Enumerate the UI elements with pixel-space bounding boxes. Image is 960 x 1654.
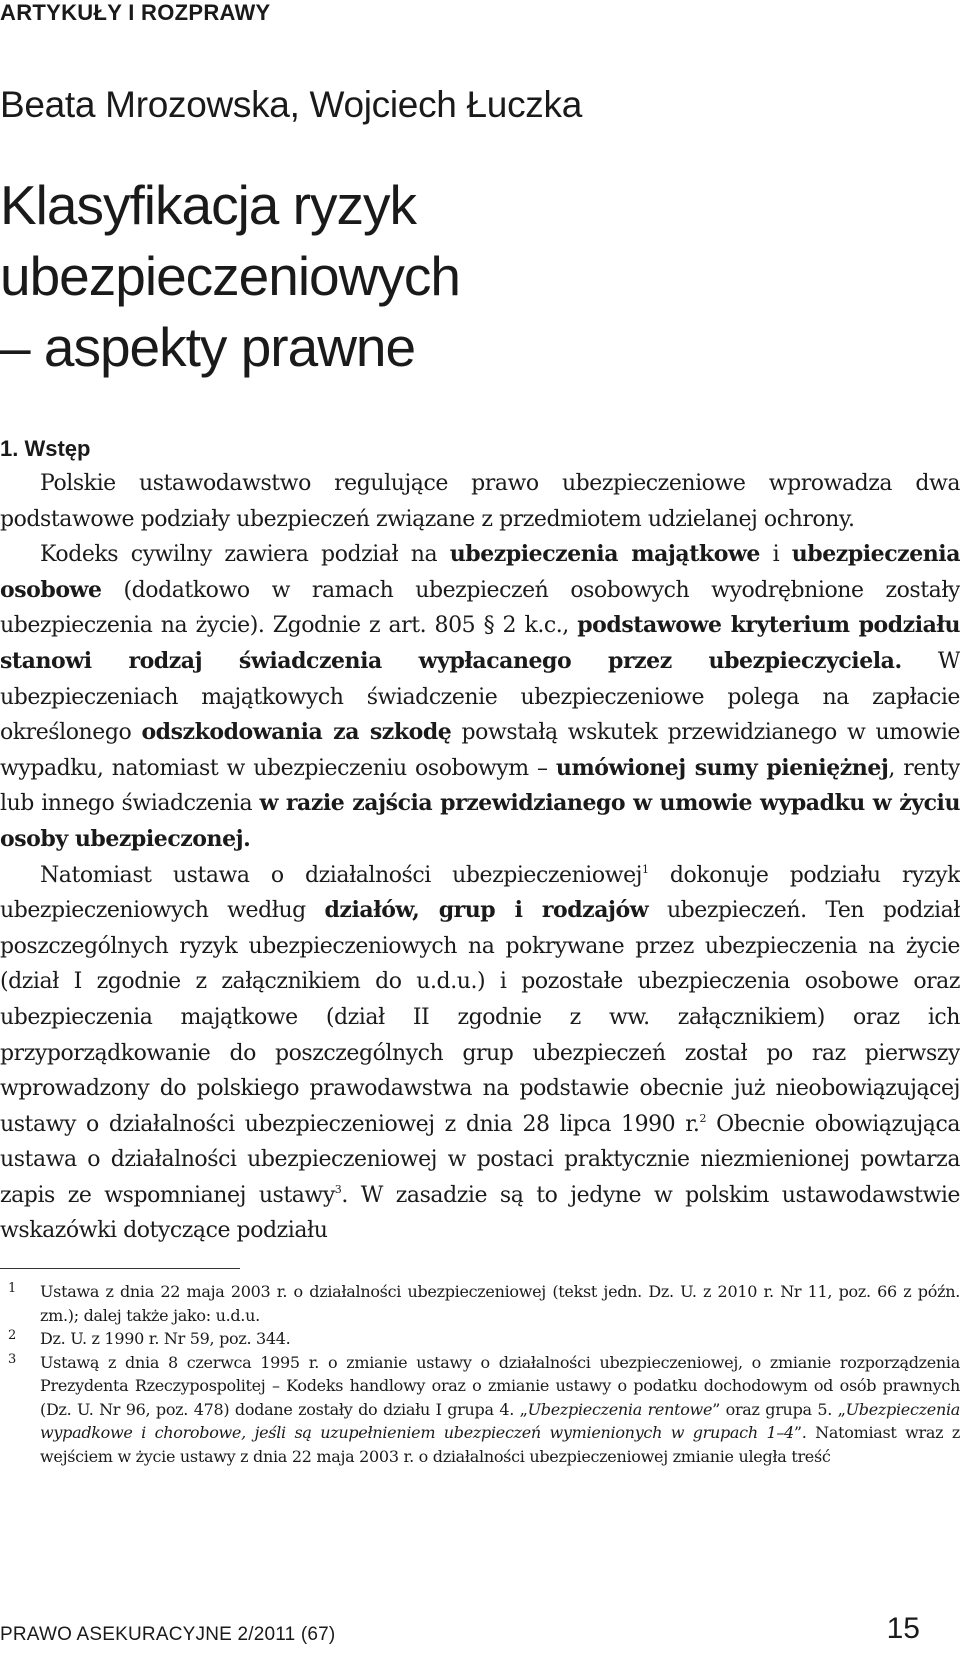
paragraph	[0, 858, 960, 1250]
text-run: dokonuje podziału ryzyk ubezpieczeniowych według	[0, 862, 960, 924]
text-run: ” oraz grupa 5. „	[712, 1399, 846, 1419]
text-run: Obecnie obowiązująca ustawa o działalności ubezpieczeniowej w postaci praktycznie niezmienionej powtarza zapis ze wspomnianej ustawy	[0, 1111, 960, 1208]
section-heading: 1. Wstęp	[0, 436, 91, 461]
footnote	[0, 1351, 960, 1469]
footnote-number: 1	[8, 1281, 16, 1296]
bold-term: umówionej sumy pieniężnej	[555, 754, 889, 781]
footnote-number: 3	[8, 1351, 16, 1367]
italic-term: Ubezpieczenia rentowe	[527, 1399, 713, 1419]
bold-term: w razie zajścia przewidzianego w umowie wypadku w życiu osoby ubezpieczonej.	[0, 790, 960, 852]
footnotes	[0, 1280, 960, 1468]
text-run: Natomiast ustawa o działalności ubezpieczeniowej	[40, 862, 643, 888]
footnote-text: Dz. U. z 1990 r. Nr 59, poz. 344.	[40, 1329, 291, 1348]
footnote-text: Ustawa z dnia 22 maja 2003 r. o działalności ubezpieczeniowej (tekst jedn. Dz. U. z 2010 r. Nr 11, poz. 66 z późn. zm.); dalej także jako: u.d.u.	[40, 1282, 960, 1325]
text-run: . W zasadzie są to jedyne w polskim ustawodawstwie wskazówki dotyczące podziału	[0, 1182, 960, 1244]
bold-term: działów, grup i rodzajów	[324, 897, 649, 924]
footnote-number: 2	[8, 1328, 16, 1343]
journal-footer: PRAWO ASEKURACYJNE 2/2011 (67)	[0, 1624, 336, 1645]
paragraph	[0, 537, 960, 857]
article-body	[0, 466, 960, 1249]
title-line: ubezpieczeniowych	[0, 245, 460, 307]
text-run: (dodatkowo w ramach ubezpieczeń osobowych wyodrębnione zostały ubezpieczenia na życie). Zgodnie z art. 805 § 2 k.c.,	[0, 577, 960, 639]
footnote-text	[40, 1351, 960, 1469]
title-line: Klasyfikacja ryzyk	[0, 174, 416, 236]
bold-term: ubezpieczenia osobowe	[0, 541, 960, 603]
text-run: W ubezpieczeniach majątkowych świadczenie ubezpieczeniowe polega na zapłacie określonego	[0, 648, 960, 746]
text-run: powstałą wskutek przewidzianego w umowie wypadku, natomiast w ubezpieczeniu osobowym –	[0, 720, 960, 781]
page-number: 15	[886, 1612, 920, 1645]
footnote	[0, 1327, 960, 1351]
article-title	[0, 170, 460, 383]
paragraph: Polskie ustawodawstwo regulujące prawo ubezpieczeniowe wprowadza dwa podstawowe podziały ubezpieczeń związane z przedmiotem udzielanej ochrony.	[0, 471, 960, 532]
italic-term: Ubezpieczenia wypadkowe i chorobowe, jeśli są uzupełnieniem ubezpieczeń wymienionych w grupach 1–4	[40, 1399, 960, 1442]
footnote-ref[interactable]: 1	[642, 862, 649, 876]
article-authors: Beata Mrozowska, Wojciech Łuczka	[0, 84, 582, 125]
title-line: – aspekty prawne	[0, 316, 416, 378]
footnote-ref[interactable]: 2	[699, 1111, 707, 1125]
text-run: i	[759, 542, 792, 568]
footnote-ref[interactable]: 3	[334, 1182, 342, 1196]
text-run: ”. Natomiast wraz z wejściem w życie ustawy z dnia 22 maja 2003 r. o działalności ubezpieczeniowej zmianie uległa treść	[40, 1423, 960, 1466]
bold-term: podstawowe kryterium podziału stanowi rodzaj świadczenia wypłacanego przez ubezpieczyciela.	[0, 612, 960, 674]
bold-term: ubezpieczenia majątkowe	[449, 541, 760, 568]
text-run: ubezpieczeń. Ten podział poszczególnych ryzyk ubezpieczeniowych na pokrywane przez ubezpieczenia na życie (dział I zgodnie z załącznikiem do u.d.u.) i pozostałe ubezpieczenia osobowe oraz ubezpieczenia majątkowe (dział II zgodnie z ww. załącznikiem) oraz ich przyporządkowanie do poszczególnych grup ubezpieczeń został po raz pierwszy wprowadzony do polskiego prawodawstwa na podstawie obecnie już nieobowiązującej ustawy o działalności ubezpieczeniowej z dnia 28 lipca 1990 r.	[0, 898, 960, 1137]
text-run: Kodeks cywilny zawiera podział na	[40, 542, 450, 568]
section-label: ARTYKUŁY I ROZPRAWY	[0, 0, 271, 25]
footnote	[0, 1280, 960, 1327]
footnote-divider	[0, 1268, 240, 1269]
bold-term: odszkodowania za szkodę	[141, 719, 452, 746]
text-run: , renty lub innego świadczenia	[0, 755, 960, 817]
text-run: Ustawą z dnia 8 czerwca 1995 r. o zmianie ustawy o działalności ubezpieczeniowej, o zmianie rozporządzenia Prezydenta Rzeczypospolitej – Kodeks handlowy oraz o zmianie ustawy o podatku dochodowym od osób prawnych (Dz. U. Nr 96, poz. 478) dodane zostały do działu I grupa 4. „	[40, 1352, 960, 1419]
